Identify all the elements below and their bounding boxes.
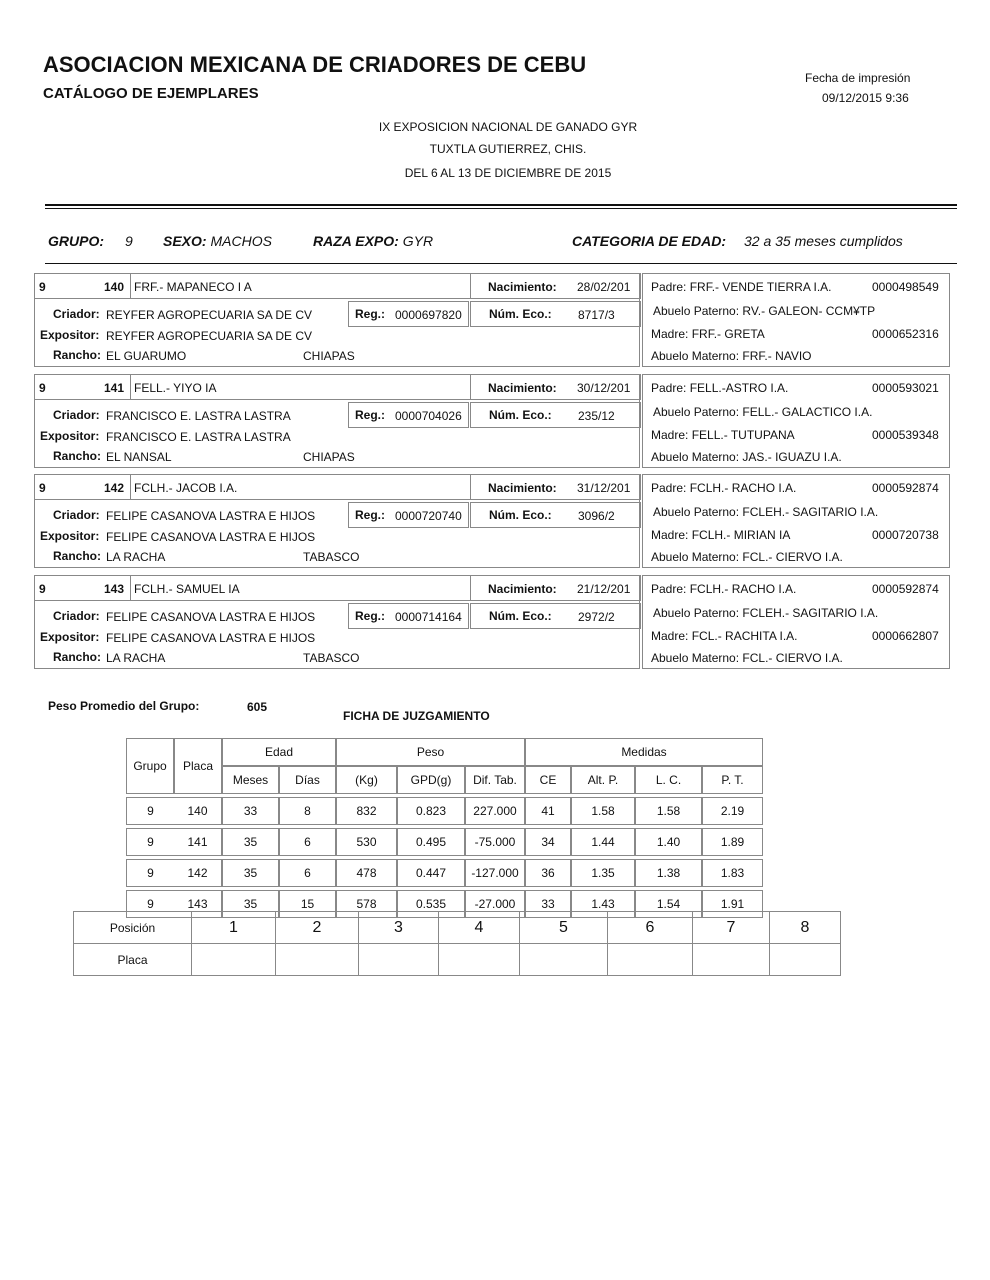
animal-name: FCLH.- SAMUEL IA	[134, 582, 240, 596]
nacimiento-value: 21/12/201	[577, 582, 631, 596]
placa-slot	[520, 944, 608, 976]
categoria-label: CATEGORIA DE EDAD:	[572, 233, 726, 249]
divider	[45, 263, 957, 264]
rancho-label: Rancho:	[53, 348, 101, 362]
madre-field: Madre: FCLH.- MIRIAN IA	[651, 528, 791, 542]
org-title: ASOCIACION MEXICANA DE CRIADORES DE CEBU	[43, 52, 587, 77]
padre-reg: 0000593021	[872, 381, 939, 395]
num-eco-label: Núm. Eco.:	[489, 408, 552, 422]
nacimiento-label: Nacimiento:	[488, 582, 557, 596]
padre-reg: 0000592874	[872, 481, 939, 495]
rancho-value: LA RACHA	[106, 651, 166, 665]
cell-gpd: 0.447	[397, 859, 465, 887]
cell-grupo: 9	[126, 859, 174, 887]
cell-dif: -27.000	[465, 890, 525, 918]
position-number: 6	[608, 912, 693, 944]
cell-gpd: 0.495	[397, 828, 465, 856]
expositor-label: Expositor:	[40, 429, 100, 443]
cell-grupo: 9	[126, 890, 174, 918]
rancho-label: Rancho:	[53, 549, 101, 563]
estado-value: CHIAPAS	[303, 450, 355, 464]
cell-gpd: 0.823	[397, 797, 465, 825]
header-alt: Alt. P.	[571, 766, 635, 794]
header-kg: (Kg)	[336, 766, 397, 794]
placa-label: Placa	[74, 944, 192, 976]
peso-promedio-value: 605	[247, 700, 268, 714]
table-row	[126, 797, 763, 825]
reg-value: 0000714164	[395, 610, 462, 624]
grupo-value: 9	[125, 233, 133, 249]
placa-slot	[770, 944, 841, 976]
categoria-value: 32 a 35 meses cumplidos	[744, 233, 903, 249]
pedigree-card	[642, 273, 950, 367]
criador-label: Criador:	[53, 609, 100, 623]
print-date: 09/12/2015 9:36	[822, 91, 909, 105]
criador-label: Criador:	[53, 307, 100, 321]
madre-reg: 0000539348	[872, 428, 939, 442]
reg-label: Reg.:	[355, 609, 385, 623]
cell-dias: 6	[279, 828, 336, 856]
cell-kg: 578	[336, 890, 397, 918]
cell-lc: 1.40	[635, 828, 702, 856]
event-dates: DEL 6 AL 13 DE DICIEMBRE DE 2015	[404, 166, 612, 180]
table-row	[126, 859, 763, 887]
rancho-label: Rancho:	[53, 650, 101, 664]
padre-field: Padre: FCLH.- RACHO I.A.	[651, 582, 797, 596]
cell-ce: 34	[525, 828, 571, 856]
criador-label: Criador:	[53, 508, 100, 522]
num-eco-value: 2972/2	[578, 610, 615, 624]
expositor-label: Expositor:	[40, 630, 100, 644]
abuelo-paterno-field: Abuelo Paterno: FCLEH.- SAGITARIO I.A.	[653, 606, 879, 620]
expositor-value: REYFER AGROPECUARIA SA DE CV	[106, 329, 313, 343]
madre-reg: 0000662807	[872, 629, 939, 643]
madre-field: Madre: FCL.- RACHITA I.A.	[651, 629, 798, 643]
criador-value: FELIPE CASANOVA LASTRA E HIJOS	[106, 509, 316, 523]
abuelo-materno-field: Abuelo Materno: JAS.- IGUAZU I.A.	[651, 450, 842, 464]
cell-dif: -127.000	[465, 859, 525, 887]
grupo-number: 9	[39, 582, 46, 596]
cell-kg: 478	[336, 859, 397, 887]
estado-value: CHIAPAS	[303, 349, 355, 363]
cell-ce: 36	[525, 859, 571, 887]
expositor-value: FELIPE CASANOVA LASTRA E HIJOS	[106, 631, 316, 645]
cell-ce: 41	[525, 797, 571, 825]
abuelo-paterno-field: Abuelo Paterno: FELL.- GALACTICO I.A.	[653, 405, 873, 419]
nacimiento-value: 28/02/201	[577, 280, 631, 294]
expositor-value: FRANCISCO E. LASTRA LASTRA	[106, 430, 291, 444]
position-number: 1	[192, 912, 276, 944]
header-pt: P. T.	[702, 766, 763, 794]
reg-label: Reg.:	[355, 307, 385, 321]
position-number: 8	[770, 912, 841, 944]
peso-promedio-label: Peso Promedio del Grupo:	[48, 699, 200, 713]
num-eco-label: Núm. Eco.:	[489, 508, 552, 522]
placa-number: 140	[104, 280, 125, 294]
animal-name: FELL.- YIYO IA	[134, 381, 217, 395]
animal-card	[34, 474, 640, 568]
animal-card	[34, 575, 640, 669]
expositor-label: Expositor:	[40, 328, 100, 342]
cell-alt: 1.35	[571, 859, 635, 887]
criador-value: REYFER AGROPECUARIA SA DE CV	[106, 308, 313, 322]
placa-slot	[192, 944, 276, 976]
rancho-label: Rancho:	[53, 449, 101, 463]
cell-lc: 1.54	[635, 890, 702, 918]
num-eco-label: Núm. Eco.:	[489, 307, 552, 321]
pedigree-card	[642, 474, 950, 568]
nacimiento-label: Nacimiento:	[488, 481, 557, 495]
padre-field: Padre: FRF.- VENDE TIERRA I.A.	[651, 280, 832, 294]
grupo-number: 9	[39, 381, 46, 395]
cell-grupo: 9	[126, 828, 174, 856]
criador-label: Criador:	[53, 408, 100, 422]
abuelo-materno-field: Abuelo Materno: FCL.- CIERVO I.A.	[651, 550, 843, 564]
cell-pt: 1.91	[702, 890, 763, 918]
posicion-label: Posición	[74, 912, 192, 944]
criador-value: FRANCISCO E. LASTRA LASTRA	[106, 409, 291, 423]
num-eco-value: 3096/2	[578, 509, 615, 523]
cell-lc: 1.38	[635, 859, 702, 887]
animal-name: FCLH.- JACOB I.A.	[134, 481, 238, 495]
num-eco-value: 235/12	[578, 409, 615, 423]
reg-label: Reg.:	[355, 508, 385, 522]
placa-slot	[608, 944, 693, 976]
cell-dias: 6	[279, 859, 336, 887]
event-place: TUXTLA GUTIERREZ, CHIS.	[429, 142, 587, 156]
madre-reg: 0000720738	[872, 528, 939, 542]
nacimiento-label: Nacimiento:	[488, 381, 557, 395]
header-medidas: Medidas	[525, 738, 763, 766]
header-dias: Días	[279, 766, 336, 794]
reg-value: 0000704026	[395, 409, 462, 423]
cell-dif: -75.000	[465, 828, 525, 856]
catalog-subtitle: CATÁLOGO DE EJEMPLARES	[43, 85, 259, 102]
position-number: 7	[693, 912, 770, 944]
cell-placa: 141	[174, 828, 222, 856]
grupo-number: 9	[39, 280, 46, 294]
cell-dias: 15	[279, 890, 336, 918]
nacimiento-value: 31/12/201	[577, 481, 631, 495]
reg-label: Reg.:	[355, 408, 385, 422]
cell-gpd: 0.535	[397, 890, 465, 918]
header-peso: Peso	[336, 738, 525, 766]
cell-pt: 2.19	[702, 797, 763, 825]
cell-meses: 35	[222, 828, 279, 856]
reg-value: 0000697820	[395, 308, 462, 322]
cell-meses: 35	[222, 859, 279, 887]
madre-reg: 0000652316	[872, 327, 939, 341]
event-name: IX EXPOSICION NACIONAL DE GANADO GYR	[378, 120, 638, 134]
header-edad: Edad	[222, 738, 336, 766]
cell-placa: 142	[174, 859, 222, 887]
rancho-value: LA RACHA	[106, 550, 166, 564]
cell-placa: 140	[174, 797, 222, 825]
cell-pt: 1.83	[702, 859, 763, 887]
divider	[45, 208, 957, 209]
position-number: 3	[359, 912, 439, 944]
criador-value: FELIPE CASANOVA LASTRA E HIJOS	[106, 610, 316, 624]
cell-ce: 33	[525, 890, 571, 918]
header-placa: Placa	[174, 738, 222, 794]
cell-dias: 8	[279, 797, 336, 825]
pedigree-card	[642, 575, 950, 669]
judging-table	[126, 738, 763, 918]
madre-field: Madre: FELL.- TUTUPANA	[651, 428, 795, 442]
cell-grupo: 9	[126, 797, 174, 825]
sexo-field: SEXO: MACHOS	[163, 233, 272, 249]
abuelo-materno-field: Abuelo Materno: FRF.- NAVIO	[651, 349, 812, 363]
cell-alt: 1.58	[571, 797, 635, 825]
grupo-number: 9	[39, 481, 46, 495]
abuelo-paterno-field: Abuelo Paterno: RV.- GALEON- CCM¥TP	[653, 304, 876, 318]
pedigree-card	[642, 374, 950, 468]
raza-field: RAZA EXPO: GYR	[313, 233, 434, 249]
padre-reg: 0000498549	[872, 280, 939, 294]
position-number: 4	[439, 912, 520, 944]
nacimiento-label: Nacimiento:	[488, 280, 557, 294]
animal-card	[34, 374, 640, 468]
print-date-label: Fecha de impresión	[805, 71, 911, 85]
cell-alt: 1.43	[571, 890, 635, 918]
abuelo-materno-field: Abuelo Materno: FCL.- CIERVO I.A.	[651, 651, 843, 665]
header-ce: CE	[525, 766, 571, 794]
padre-field: Padre: FELL.-ASTRO I.A.	[651, 381, 789, 395]
header-grupo: Grupo	[126, 738, 174, 794]
cell-pt: 1.89	[702, 828, 763, 856]
cell-dif: 227.000	[465, 797, 525, 825]
position-number: 2	[276, 912, 359, 944]
cell-meses: 33	[222, 797, 279, 825]
placa-slot	[359, 944, 439, 976]
position-table	[73, 911, 841, 976]
num-eco-value: 8717/3	[578, 308, 615, 322]
estado-value: TABASCO	[303, 651, 360, 665]
madre-field: Madre: FRF.- GRETA	[651, 327, 765, 341]
animal-card	[34, 273, 640, 367]
cell-meses: 35	[222, 890, 279, 918]
animal-name: FRF.- MAPANECO I A	[134, 280, 252, 294]
padre-field: Padre: FCLH.- RACHO I.A.	[651, 481, 797, 495]
position-number: 5	[520, 912, 608, 944]
cell-kg: 530	[336, 828, 397, 856]
placa-slot	[693, 944, 770, 976]
placa-slot	[439, 944, 520, 976]
expositor-label: Expositor:	[40, 529, 100, 543]
placa-number: 141	[104, 381, 125, 395]
num-eco-label: Núm. Eco.:	[489, 609, 552, 623]
estado-value: TABASCO	[303, 550, 360, 564]
header-gpd: GPD(g)	[397, 766, 465, 794]
cell-kg: 832	[336, 797, 397, 825]
header-dif: Dif. Tab.	[465, 766, 525, 794]
cell-alt: 1.44	[571, 828, 635, 856]
reg-value: 0000720740	[395, 509, 462, 523]
expositor-value: FELIPE CASANOVA LASTRA E HIJOS	[106, 530, 316, 544]
grupo-label: GRUPO:	[48, 233, 104, 249]
nacimiento-value: 30/12/201	[577, 381, 631, 395]
rancho-value: EL NANSAL	[106, 450, 172, 464]
header-meses: Meses	[222, 766, 279, 794]
cell-lc: 1.58	[635, 797, 702, 825]
table-row	[126, 828, 763, 856]
abuelo-paterno-field: Abuelo Paterno: FCLEH.- SAGITARIO I.A.	[653, 505, 879, 519]
placa-number: 143	[104, 582, 125, 596]
cell-placa: 143	[174, 890, 222, 918]
placa-slot	[276, 944, 359, 976]
header-lc: L. C.	[635, 766, 702, 794]
placa-number: 142	[104, 481, 125, 495]
ficha-title: FICHA DE JUZGAMIENTO	[343, 709, 490, 723]
rancho-value: EL GUARUMO	[106, 349, 187, 363]
divider	[45, 204, 957, 206]
padre-reg: 0000592874	[872, 582, 939, 596]
